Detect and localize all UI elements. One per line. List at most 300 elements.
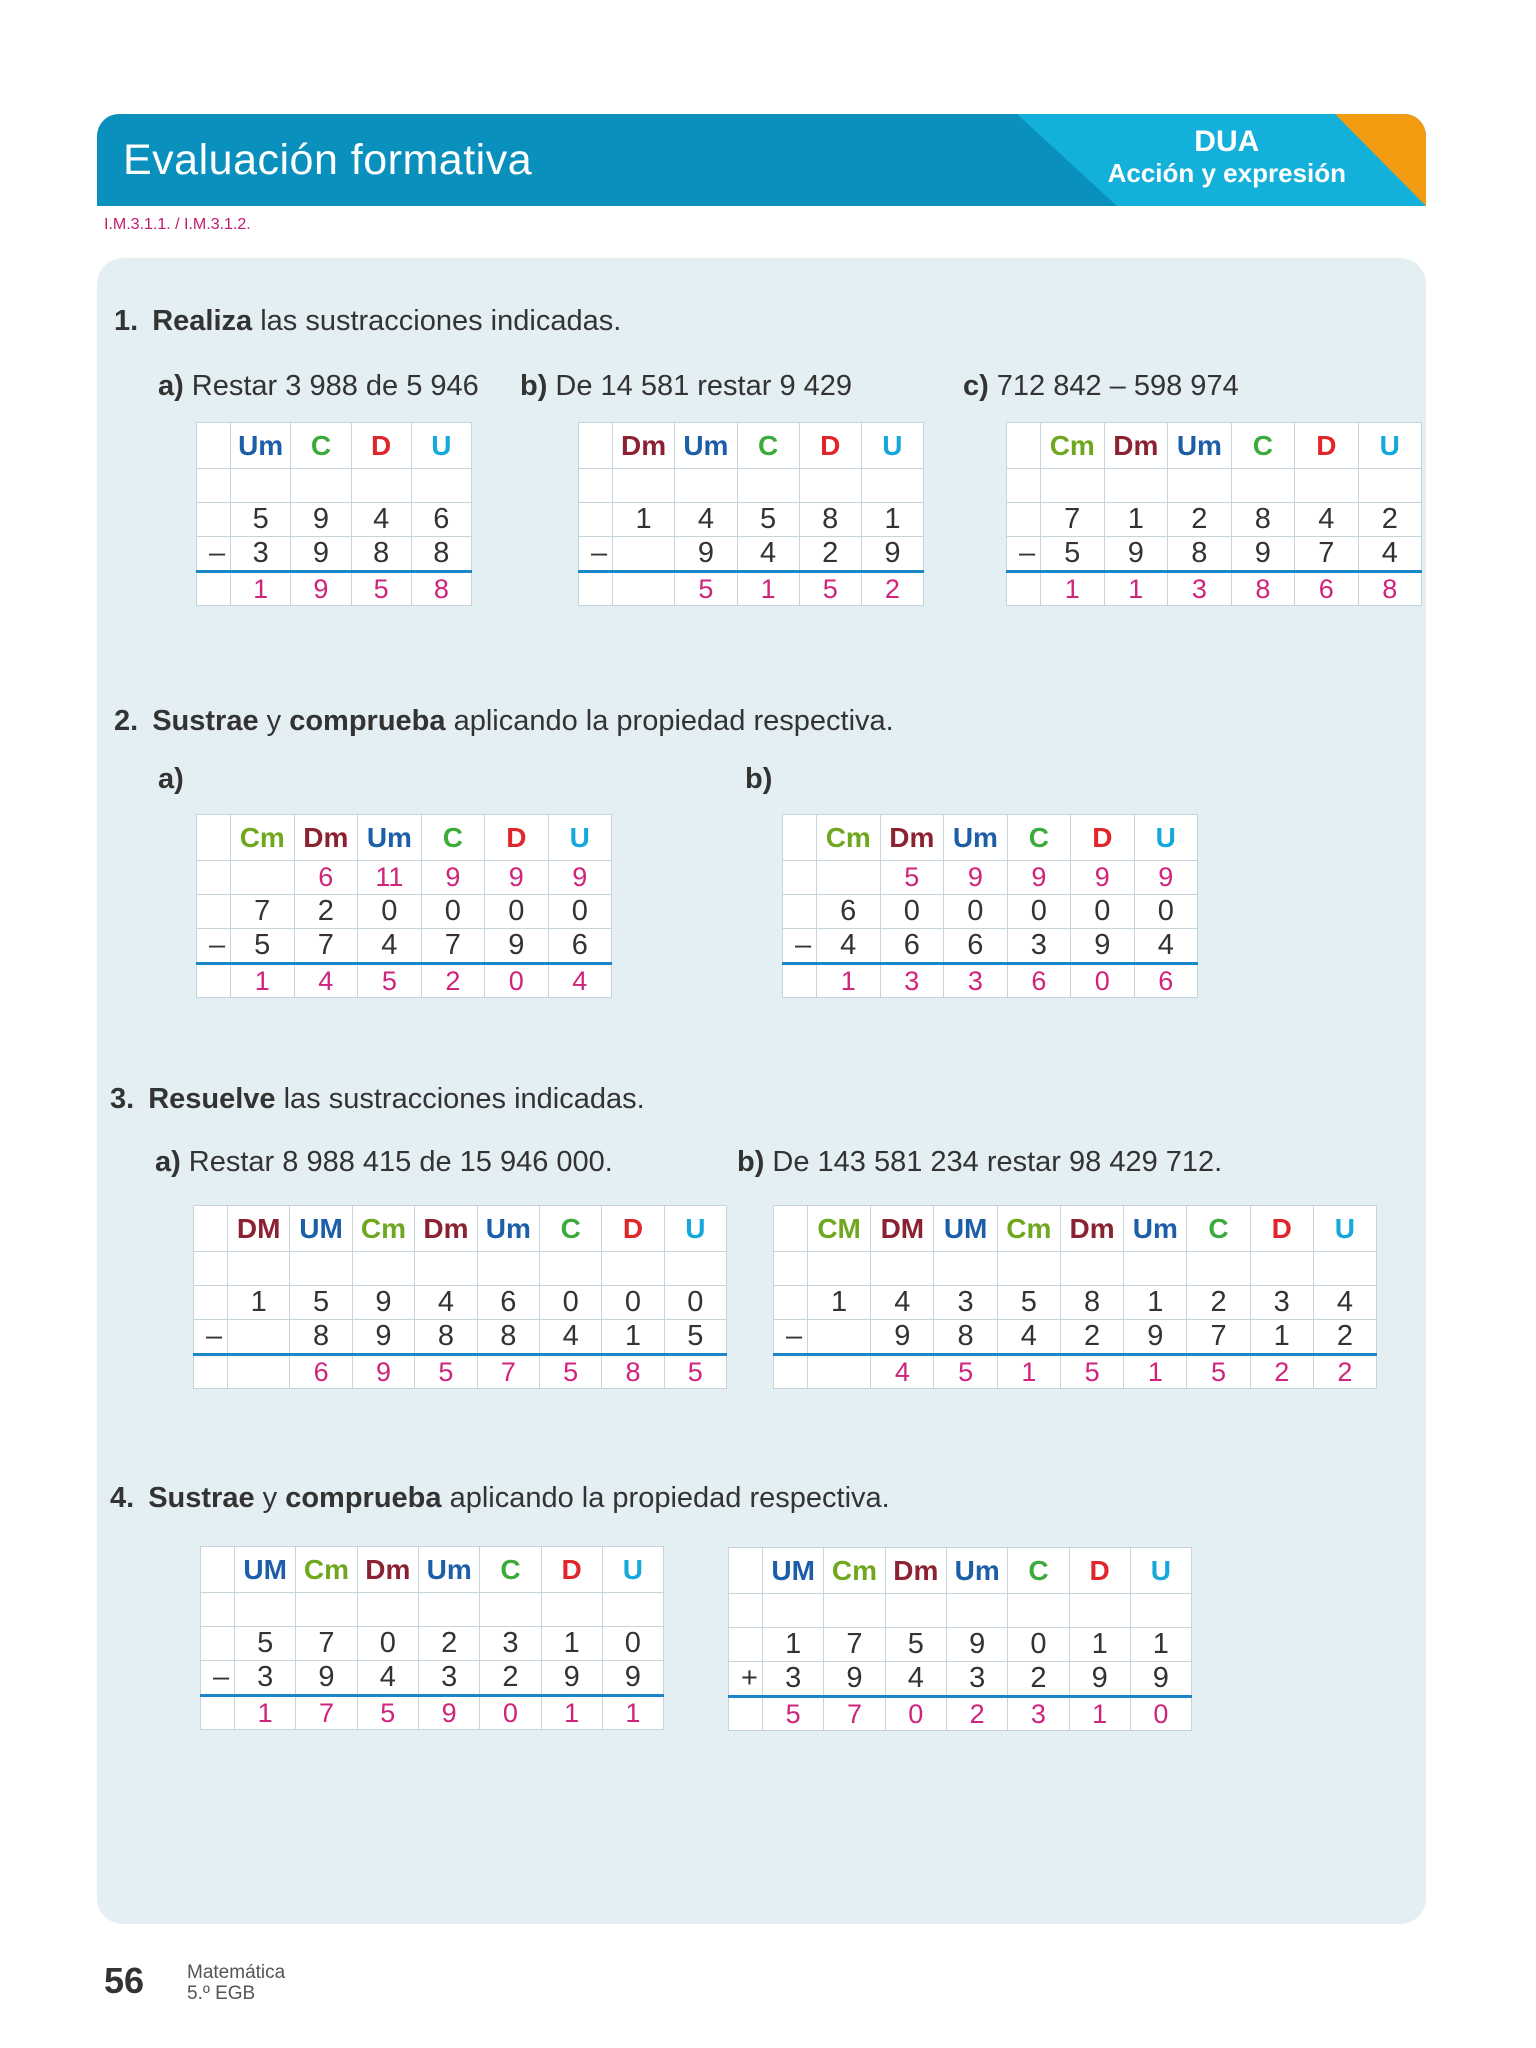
result-row <box>774 1355 1377 1389</box>
digit-cell: 5 <box>290 1286 352 1320</box>
q1b-label: b) <box>520 370 548 402</box>
place-value-header: Dm <box>415 1206 477 1252</box>
digit-cell: 0 <box>1007 895 1070 929</box>
digit-cell: 5 <box>357 1696 418 1730</box>
place-value-header: Um <box>230 423 290 469</box>
question-verb: Resuelve <box>148 1083 276 1115</box>
digit-cell: 4 <box>1134 929 1197 964</box>
digit-cell <box>885 1594 946 1628</box>
header-row <box>197 423 472 469</box>
digit-row <box>194 1286 727 1320</box>
digit-cell: 4 <box>871 1286 934 1320</box>
place-value-header: Um <box>358 815 422 861</box>
operator-cell <box>783 895 817 929</box>
place-value-header: C <box>1008 1548 1069 1594</box>
digit-cell: 4 <box>885 1662 946 1697</box>
header-row <box>783 815 1198 861</box>
digit-cell: 5 <box>885 1628 946 1662</box>
place-value-header: D <box>602 1206 664 1252</box>
digit-cell: 7 <box>477 1355 539 1389</box>
digit-cell: 0 <box>358 895 422 929</box>
digit-cell <box>415 1252 477 1286</box>
digit-cell: 9 <box>1124 1320 1187 1355</box>
digit-cell: 9 <box>602 1661 663 1696</box>
place-value-header: UM <box>762 1548 823 1594</box>
digit-cell: 6 <box>294 861 358 895</box>
question-verb: Sustrae <box>148 1482 255 1514</box>
q3b-text: De 143 581 234 restar 98 429 712. <box>772 1146 1223 1178</box>
digit-row <box>1007 469 1422 503</box>
place-value-header: D <box>1250 1206 1313 1252</box>
digit-cell: 3 <box>1168 572 1232 606</box>
digit-cell <box>664 1252 726 1286</box>
operator-cell <box>1007 469 1041 503</box>
digit-cell: 1 <box>1040 572 1104 606</box>
digit-cell: 1 <box>227 1286 289 1320</box>
digit-row <box>579 537 924 572</box>
digit-cell <box>411 469 471 503</box>
place-value-header: Dm <box>294 815 358 861</box>
digit-cell: 1 <box>807 1286 870 1320</box>
operator-cell <box>774 1286 808 1320</box>
digit-cell: 9 <box>944 861 1008 895</box>
operator-cell: – <box>201 1661 235 1696</box>
digit-cell: 2 <box>1250 1355 1313 1389</box>
digit-cell: 9 <box>1069 1662 1130 1697</box>
place-value-header: Um <box>418 1547 479 1593</box>
digit-cell: 3 <box>762 1662 823 1697</box>
digit-cell <box>1313 1252 1376 1286</box>
place-value-header: D <box>485 815 548 861</box>
digit-cell: 2 <box>1313 1320 1376 1355</box>
place-value-header: Dm <box>612 423 674 469</box>
place-value-table-q1b <box>578 422 924 606</box>
digit-cell: 2 <box>799 537 861 572</box>
operator-cell <box>201 1627 235 1661</box>
place-value-header: U <box>1358 423 1421 469</box>
digit-cell: 9 <box>548 861 611 895</box>
operator-cell <box>783 861 817 895</box>
digit-cell: 1 <box>612 503 674 537</box>
operator-cell <box>729 1594 763 1628</box>
digit-cell: 6 <box>1134 964 1197 998</box>
digit-cell: 5 <box>664 1320 726 1355</box>
digit-cell: 8 <box>1358 572 1421 606</box>
digit-cell: 7 <box>1187 1320 1250 1355</box>
place-value-header: Cm <box>816 815 880 861</box>
digit-cell <box>1104 469 1168 503</box>
digit-cell: 0 <box>944 895 1008 929</box>
digit-cell: 9 <box>861 537 923 572</box>
digit-cell: 1 <box>1250 1320 1313 1355</box>
q1a-prompt <box>158 370 479 403</box>
digit-row <box>579 503 924 537</box>
digit-cell <box>997 1252 1060 1286</box>
digit-cell: 6 <box>411 503 471 537</box>
q1c-prompt <box>963 370 1239 403</box>
operator-cell <box>783 964 817 998</box>
digit-cell: 2 <box>1060 1320 1123 1355</box>
digit-cell <box>227 1252 289 1286</box>
digit-cell: 5 <box>234 1627 295 1661</box>
digit-row <box>197 469 472 503</box>
result-row <box>197 964 612 998</box>
operator-cell <box>774 1252 808 1286</box>
digit-cell: 1 <box>1104 503 1168 537</box>
digit-cell: 1 <box>230 964 294 998</box>
question-connector: y <box>258 705 290 737</box>
digit-cell: 5 <box>351 572 411 606</box>
place-value-table-q3a <box>193 1205 727 1389</box>
digit-cell <box>807 1320 870 1355</box>
question-number: 2. <box>114 705 139 737</box>
header-row <box>201 1547 664 1593</box>
digit-cell <box>602 1252 664 1286</box>
digit-cell: 4 <box>816 929 880 964</box>
digit-cell: 6 <box>290 1355 352 1389</box>
q3a-text: Restar 8 988 415 de 15 946 000. <box>188 1146 613 1178</box>
digit-cell: 5 <box>1040 537 1104 572</box>
place-value-header: D <box>351 423 411 469</box>
digit-cell: 9 <box>352 1355 414 1389</box>
question-verb-2: comprueba <box>289 705 446 737</box>
digit-cell: 11 <box>358 861 422 895</box>
place-value-header: D <box>541 1547 602 1593</box>
dua-label: DUA <box>1194 125 1260 158</box>
digit-row <box>197 929 612 964</box>
digit-cell: 5 <box>358 964 422 998</box>
place-value-table-q3b <box>773 1205 1377 1389</box>
digit-cell: 7 <box>824 1628 885 1662</box>
result-row <box>783 964 1198 998</box>
digit-cell: 8 <box>1168 537 1232 572</box>
digit-cell: 1 <box>234 1696 295 1730</box>
place-value-header: Cm <box>230 815 294 861</box>
question-verb: Sustrae <box>152 705 259 737</box>
digit-cell: 0 <box>357 1627 418 1661</box>
q3b-prompt <box>737 1146 1222 1179</box>
digit-cell <box>799 469 861 503</box>
digit-row <box>783 861 1198 895</box>
place-value-header: D <box>1069 1548 1130 1594</box>
digit-row <box>1007 537 1422 572</box>
place-value-header: C <box>1231 423 1294 469</box>
place-value-header: Cm <box>296 1547 357 1593</box>
operator-cell <box>579 572 613 606</box>
place-value-header: U <box>664 1206 726 1252</box>
place-value-header: Um <box>1168 423 1232 469</box>
q2b-prompt <box>745 763 780 796</box>
question-verb-2: comprueba <box>285 1482 442 1514</box>
operator-cell <box>579 469 613 503</box>
operator-cell <box>194 1355 228 1389</box>
digit-cell: 6 <box>816 895 880 929</box>
digit-cell: 0 <box>1008 1628 1069 1662</box>
digit-row <box>783 895 1198 929</box>
operator-cell <box>197 861 231 895</box>
digit-cell <box>602 1593 663 1627</box>
digit-cell: 3 <box>880 964 944 998</box>
digit-cell: 2 <box>946 1697 1007 1731</box>
digit-cell: 3 <box>1008 1697 1069 1731</box>
digit-cell: 5 <box>997 1286 1060 1320</box>
digit-cell: 6 <box>1295 572 1358 606</box>
digit-cell <box>541 1593 602 1627</box>
digit-cell: 9 <box>541 1661 602 1696</box>
digit-cell: 8 <box>1060 1286 1123 1320</box>
place-value-header: U <box>1134 815 1197 861</box>
digit-cell: 4 <box>351 503 411 537</box>
digit-cell: 1 <box>997 1355 1060 1389</box>
digit-cell: 5 <box>934 1355 997 1389</box>
digit-cell <box>871 1252 934 1286</box>
question-text: aplicando la propiedad respectiva. <box>445 705 894 737</box>
digit-cell: 9 <box>1071 861 1134 895</box>
header-row <box>774 1206 1377 1252</box>
digit-cell: 9 <box>352 1320 414 1355</box>
digit-cell: 7 <box>1295 537 1358 572</box>
digit-row <box>729 1594 1192 1628</box>
digit-cell: 4 <box>358 929 422 964</box>
place-value-header: U <box>861 423 923 469</box>
digit-cell: 4 <box>1313 1286 1376 1320</box>
page-title: Evaluación formativa <box>123 136 533 184</box>
digit-cell: 0 <box>1071 895 1134 929</box>
digit-cell: 4 <box>548 964 611 998</box>
digit-cell <box>762 1594 823 1628</box>
result-row <box>201 1696 664 1730</box>
digit-cell: 3 <box>1250 1286 1313 1320</box>
q1b-text: De 14 581 restar 9 429 <box>555 370 853 402</box>
operator-cell <box>201 1593 235 1627</box>
digit-cell: 0 <box>480 1696 541 1730</box>
digit-cell <box>296 1593 357 1627</box>
digit-cell: 8 <box>1231 572 1294 606</box>
place-value-header: CM <box>807 1206 870 1252</box>
digit-cell <box>675 469 737 503</box>
digit-cell <box>1295 469 1358 503</box>
place-value-header: C <box>1187 1206 1250 1252</box>
digit-cell: 0 <box>885 1697 946 1731</box>
digit-cell: 3 <box>1007 929 1070 964</box>
digit-cell <box>1060 1252 1123 1286</box>
digit-row <box>579 469 924 503</box>
digit-cell: 6 <box>1007 964 1070 998</box>
digit-cell: 3 <box>944 964 1008 998</box>
place-value-header: D <box>799 423 861 469</box>
digit-cell: 8 <box>411 572 471 606</box>
digit-cell: 0 <box>602 1286 664 1320</box>
place-value-header: D <box>1295 423 1358 469</box>
digit-cell: 1 <box>737 572 799 606</box>
page-number: 56 <box>104 1960 145 2001</box>
digit-cell: 9 <box>352 1286 414 1320</box>
digit-row <box>729 1628 1192 1662</box>
digit-cell: 1 <box>816 964 880 998</box>
digit-cell: 8 <box>799 503 861 537</box>
digit-cell: 1 <box>762 1628 823 1662</box>
digit-cell: 9 <box>485 861 548 895</box>
place-value-table-q4b <box>728 1547 1192 1731</box>
digit-cell: 1 <box>230 572 290 606</box>
header-row <box>197 815 612 861</box>
digit-cell <box>1008 1594 1069 1628</box>
digit-cell: 2 <box>421 964 484 998</box>
digit-cell <box>1168 469 1232 503</box>
digit-row <box>194 1252 727 1286</box>
digit-cell <box>291 469 351 503</box>
place-value-header: C <box>540 1206 602 1252</box>
digit-cell <box>861 469 923 503</box>
place-value-header: Um <box>946 1548 1007 1594</box>
digit-cell: 9 <box>418 1696 479 1730</box>
place-value-header: UM <box>290 1206 352 1252</box>
place-value-header: Um <box>944 815 1008 861</box>
digit-cell <box>1040 469 1104 503</box>
digit-cell: 0 <box>1130 1697 1191 1731</box>
result-row <box>729 1697 1192 1731</box>
digit-cell: 9 <box>296 1661 357 1696</box>
digit-cell: 8 <box>411 537 471 572</box>
q2b-label: b) <box>745 763 773 795</box>
digit-cell: 3 <box>418 1661 479 1696</box>
digit-cell <box>824 1594 885 1628</box>
digit-cell: 9 <box>824 1662 885 1697</box>
digit-cell: 8 <box>602 1355 664 1389</box>
operator-cell: – <box>197 929 231 964</box>
digit-cell: 0 <box>421 895 484 929</box>
operator-header-cell <box>194 1206 228 1252</box>
digit-cell: 9 <box>1007 861 1070 895</box>
digit-cell: 3 <box>480 1627 541 1661</box>
digit-cell: 0 <box>548 895 611 929</box>
digit-cell: 3 <box>934 1286 997 1320</box>
operator-header-cell <box>774 1206 808 1252</box>
digit-cell: 1 <box>602 1320 664 1355</box>
place-value-header: U <box>1313 1206 1376 1252</box>
place-value-header: U <box>1130 1548 1191 1594</box>
place-value-header: U <box>411 423 471 469</box>
place-value-header: Dm <box>880 815 944 861</box>
place-value-header: UM <box>934 1206 997 1252</box>
digit-row <box>201 1593 664 1627</box>
place-value-header: Cm <box>997 1206 1060 1252</box>
operator-header-cell <box>201 1547 235 1593</box>
digit-cell: 9 <box>421 861 484 895</box>
digit-cell: 2 <box>480 1661 541 1696</box>
operator-cell <box>1007 572 1041 606</box>
digit-cell <box>352 1252 414 1286</box>
digit-cell: 1 <box>861 503 923 537</box>
digit-cell: 8 <box>1231 503 1294 537</box>
digit-cell: 1 <box>541 1696 602 1730</box>
place-value-header: C <box>421 815 484 861</box>
operator-cell <box>201 1696 235 1730</box>
digit-cell: 9 <box>946 1628 1007 1662</box>
digit-row <box>194 1320 727 1355</box>
question-text: aplicando la propiedad respectiva. <box>441 1482 890 1514</box>
digit-cell <box>234 1593 295 1627</box>
place-value-header: C <box>291 423 351 469</box>
digit-cell <box>1358 469 1421 503</box>
digit-cell: 9 <box>871 1320 934 1355</box>
digit-cell <box>418 1593 479 1627</box>
digit-row <box>201 1627 664 1661</box>
place-value-header: U <box>548 815 611 861</box>
place-value-header: Cm <box>1040 423 1104 469</box>
operator-cell <box>197 895 231 929</box>
digit-cell: 1 <box>541 1627 602 1661</box>
operator-cell <box>197 964 231 998</box>
digit-cell: 5 <box>799 572 861 606</box>
place-value-table-q1c <box>1006 422 1422 606</box>
digit-cell <box>612 572 674 606</box>
digit-cell <box>1130 1594 1191 1628</box>
digit-cell: 9 <box>1130 1662 1191 1697</box>
digit-cell: 4 <box>871 1355 934 1389</box>
digit-cell: 5 <box>540 1355 602 1389</box>
place-value-header: DM <box>871 1206 934 1252</box>
digit-cell: 4 <box>1358 537 1421 572</box>
digit-cell: 8 <box>934 1320 997 1355</box>
footer-grade: 5.º EGB <box>187 1983 256 2004</box>
digit-cell: 4 <box>415 1286 477 1320</box>
q1c-label: c) <box>963 370 989 402</box>
digit-cell: 8 <box>351 537 411 572</box>
digit-cell: 5 <box>1187 1355 1250 1389</box>
operator-cell: + <box>729 1662 763 1697</box>
digit-cell <box>230 861 294 895</box>
digit-cell: 1 <box>1130 1628 1191 1662</box>
operator-cell <box>197 572 231 606</box>
digit-cell: 9 <box>675 537 737 572</box>
header-row <box>1007 423 1422 469</box>
digit-cell: 9 <box>291 503 351 537</box>
digit-cell: 4 <box>997 1320 1060 1355</box>
digit-cell: 1 <box>1124 1355 1187 1389</box>
digit-row <box>197 861 612 895</box>
q1b-prompt <box>520 370 852 403</box>
operator-cell <box>729 1697 763 1731</box>
operator-cell <box>197 503 231 537</box>
digit-cell: 6 <box>880 929 944 964</box>
question-text: las sustracciones indicadas. <box>252 305 622 337</box>
digit-cell: 7 <box>824 1697 885 1731</box>
digit-cell: 5 <box>880 861 944 895</box>
digit-cell: 2 <box>1313 1355 1376 1389</box>
digit-cell: 7 <box>294 929 358 964</box>
digit-cell: 1 <box>1069 1697 1130 1731</box>
digit-cell: 5 <box>737 503 799 537</box>
digit-row <box>197 503 472 537</box>
place-value-header: Cm <box>352 1206 414 1252</box>
operator-cell <box>194 1252 228 1286</box>
digit-cell: 1 <box>1104 572 1168 606</box>
digit-cell: 5 <box>1060 1355 1123 1389</box>
digit-cell: 3 <box>234 1661 295 1696</box>
digit-cell <box>1124 1252 1187 1286</box>
question-text: las sustracciones indicadas. <box>275 1083 645 1115</box>
digit-cell: 4 <box>737 537 799 572</box>
question-connector: y <box>254 1482 286 1514</box>
operator-header-cell <box>197 815 231 861</box>
digit-cell: 8 <box>415 1320 477 1355</box>
operator-cell: – <box>194 1320 228 1355</box>
digit-cell <box>612 537 674 572</box>
place-value-header: Dm <box>357 1547 418 1593</box>
digit-cell: 9 <box>485 929 548 964</box>
digit-cell <box>357 1593 418 1627</box>
